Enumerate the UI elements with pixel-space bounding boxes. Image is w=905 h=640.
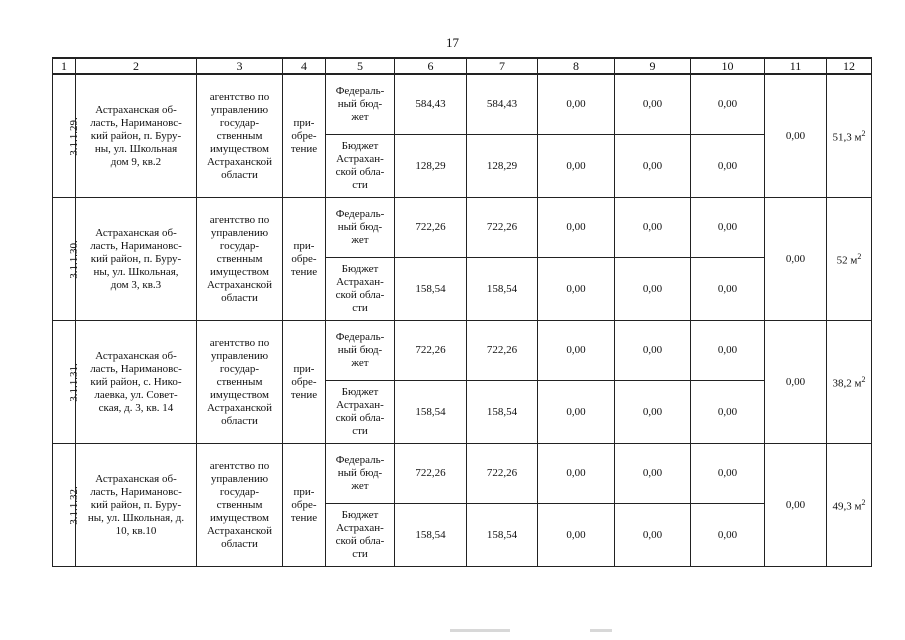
action-cell: при- обре- тение xyxy=(283,444,326,567)
item-code-cell xyxy=(53,444,80,567)
value-cell: 0,00 xyxy=(615,135,691,198)
value-cell: 0,00 xyxy=(691,321,765,381)
area-value: 52 xyxy=(836,254,848,267)
area-unit: м xyxy=(854,131,862,144)
table-row xyxy=(53,198,872,258)
area-unit-power: 2 xyxy=(857,252,862,262)
area-unit-power: 2 xyxy=(861,375,866,385)
value-cell: 128,29 xyxy=(395,135,467,198)
column-header: 9 xyxy=(615,58,691,74)
value-cell: 0,00 xyxy=(691,135,765,198)
area-unit: м xyxy=(854,377,862,390)
value-cell: 0,00 xyxy=(615,381,691,444)
budget-source-cell: Бюджет Астрахан- ской обла- сти xyxy=(326,381,395,444)
area-value: 38,2 xyxy=(832,377,852,390)
value-cell: 722,26 xyxy=(395,444,467,504)
value-cell: 158,54 xyxy=(467,258,538,321)
value-cell: 0,00 xyxy=(538,198,615,258)
action-cell: при- обре- тение xyxy=(283,321,326,444)
area-unit: м xyxy=(854,500,862,513)
address-cell: Астраханская об- ласть, Наримановс- кий район, п. Буру- ны, ул. Школьная дом 9, кв.2 xyxy=(76,74,197,198)
agency-cell: агентство по управлению государ- ственным имуществом Астраханской области xyxy=(197,74,283,198)
agency-cell: агентство по управлению государ- ственным имуществом Астраханской области xyxy=(197,198,283,321)
value-cell: 158,54 xyxy=(467,504,538,567)
value-cell: 722,26 xyxy=(467,198,538,258)
area-value: 49,3 xyxy=(832,500,852,513)
value-cell: 0,00 xyxy=(765,74,827,198)
item-code-cell xyxy=(53,198,80,321)
value-cell: 722,26 xyxy=(395,198,467,258)
address-cell: Астраханская об- ласть, Наримановс- кий район, п. Буру- ны, ул. Школьная, дом 3, кв.3 xyxy=(76,198,197,321)
value-cell: 158,54 xyxy=(395,381,467,444)
value-cell: 584,43 xyxy=(395,74,467,135)
page-number: 17 xyxy=(446,35,459,50)
agency-cell: агентство по управлению государ- ственным имуществом Астраханской области xyxy=(197,321,283,444)
value-cell: 0,00 xyxy=(691,381,765,444)
value-cell: 0,00 xyxy=(765,198,827,321)
budget-source-cell: Бюджет Астрахан- ской обла- сти xyxy=(326,135,395,198)
value-cell: 0,00 xyxy=(538,74,615,135)
scan-artifact xyxy=(450,629,510,632)
value-cell: 0,00 xyxy=(765,321,827,444)
action-cell: при- обре- тение xyxy=(283,74,326,198)
value-cell: 158,54 xyxy=(395,504,467,567)
value-cell: 0,00 xyxy=(615,258,691,321)
value-cell: 0,00 xyxy=(691,198,765,258)
value-cell: 722,26 xyxy=(395,321,467,381)
column-number-row xyxy=(53,58,872,74)
budget-source-cell: Бюджет Астрахан- ской обла- сти xyxy=(326,504,395,567)
table-row xyxy=(53,321,872,381)
column-header: 5 xyxy=(326,58,395,74)
area-value: 51,3 xyxy=(832,131,852,144)
area-unit: м xyxy=(850,254,858,267)
value-cell: 0,00 xyxy=(615,74,691,135)
budget-source-cell: Федераль- ный бюд- жет xyxy=(326,198,395,258)
value-cell: 0,00 xyxy=(538,381,615,444)
item-code-cell xyxy=(53,321,80,444)
item-code-cell xyxy=(53,74,80,198)
table-row xyxy=(53,444,872,504)
value-cell: 0,00 xyxy=(538,504,615,567)
value-cell: 722,26 xyxy=(467,444,538,504)
column-header: 12 xyxy=(827,58,872,74)
area-unit-power: 2 xyxy=(861,498,866,508)
area-cell xyxy=(827,198,872,321)
value-cell: 0,00 xyxy=(538,321,615,381)
value-cell: 158,54 xyxy=(395,258,467,321)
value-cell: 0,00 xyxy=(538,258,615,321)
area-cell xyxy=(827,444,872,567)
area-cell xyxy=(827,321,872,444)
action-cell: при- обре- тение xyxy=(283,198,326,321)
budget-source-cell: Бюджет Астрахан- ской обла- сти xyxy=(326,258,395,321)
value-cell: 158,54 xyxy=(467,381,538,444)
column-header: 1 xyxy=(53,58,76,74)
value-cell: 0,00 xyxy=(538,444,615,504)
area-unit-power: 2 xyxy=(861,129,866,139)
address-cell: Астраханская об- ласть, Наримановс- кий район, с. Нико- лаевка, ул. Совет- ская, д. 3, кв. 14 xyxy=(76,321,197,444)
column-header: 3 xyxy=(197,58,283,74)
value-cell: 722,26 xyxy=(467,321,538,381)
value-cell: 0,00 xyxy=(538,135,615,198)
column-header: 8 xyxy=(538,58,615,74)
area-cell xyxy=(827,74,872,198)
column-header: 7 xyxy=(467,58,538,74)
value-cell: 0,00 xyxy=(691,258,765,321)
column-header: 10 xyxy=(691,58,765,74)
value-cell: 0,00 xyxy=(691,444,765,504)
address-cell: Астраханская об- ласть, Наримановс- кий район, п. Буру- ны, ул. Школьная, д. 10, кв.10 xyxy=(76,444,197,567)
table-row xyxy=(53,74,872,135)
agency-cell: агентство по управлению государ- ственным имуществом Астраханской области xyxy=(197,444,283,567)
budget-source-cell: Федераль- ный бюд- жет xyxy=(326,74,395,135)
column-header: 6 xyxy=(395,58,467,74)
value-cell: 0,00 xyxy=(615,504,691,567)
item-code: 3.1.1.32. xyxy=(67,485,80,525)
value-cell: 0,00 xyxy=(615,444,691,504)
column-header: 4 xyxy=(283,58,326,74)
budget-source-cell: Федераль- ный бюд- жет xyxy=(326,321,395,381)
value-cell: 0,00 xyxy=(691,74,765,135)
item-code: 3.1.1.31. xyxy=(67,362,80,402)
program-table xyxy=(52,57,872,567)
value-cell: 0,00 xyxy=(615,198,691,258)
value-cell: 584,43 xyxy=(467,74,538,135)
column-header: 11 xyxy=(765,58,827,74)
scan-artifact xyxy=(590,629,612,632)
value-cell: 128,29 xyxy=(467,135,538,198)
item-code: 3.1.1.29. xyxy=(67,116,80,156)
value-cell: 0,00 xyxy=(765,444,827,567)
value-cell: 0,00 xyxy=(691,504,765,567)
budget-source-cell: Федераль- ный бюд- жет xyxy=(326,444,395,504)
value-cell: 0,00 xyxy=(615,321,691,381)
column-header: 2 xyxy=(76,58,197,74)
item-code: 3.1.1.30. xyxy=(67,239,80,279)
